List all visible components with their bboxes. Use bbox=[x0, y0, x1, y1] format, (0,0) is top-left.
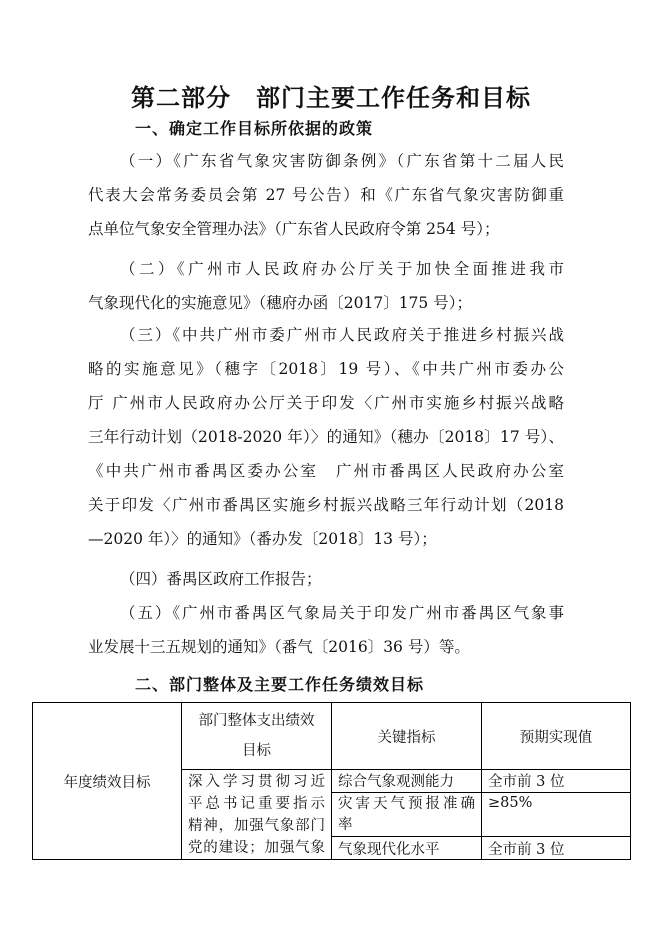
value-cell: 全市前 3 位 bbox=[482, 837, 631, 860]
text-line: 《中共广州市番禺区委办公室 广州市番禺区人民政府办公室 bbox=[88, 462, 564, 480]
text-line: 代表大会常务委员会第 27 号公告）和《广东省气象灾害防御重 bbox=[88, 186, 564, 204]
text-line: （二）《广州市人民政府办公厅关于加快全面推进我市 bbox=[120, 260, 564, 278]
policy-item-3 bbox=[88, 318, 564, 556]
value-cell: ≥85% bbox=[482, 792, 631, 836]
header-value-cell: 预期实现值 bbox=[482, 703, 631, 770]
text-line: 业发展十三五规划的通知》（番气〔2016〕36 号）等。 bbox=[88, 638, 470, 656]
header-goal-cell bbox=[182, 703, 332, 770]
indicator-line: 灾害天气预报准确 bbox=[338, 796, 475, 813]
indicator-cell: 气象现代化水平 bbox=[332, 837, 482, 860]
text-line: 关于印发〈广州市番禺区实施乡村振兴战略三年行动计划（2018 bbox=[88, 496, 564, 514]
text-line: 点单位气象安全管理办法》（广东省人民政府令第 254 号）； bbox=[88, 220, 500, 238]
indicator-cell: 综合气象观测能力 bbox=[332, 770, 482, 793]
table-header-row bbox=[33, 703, 631, 770]
goal-line: 深入学习贯彻习近 bbox=[188, 774, 325, 790]
goal-line: 党的建设；加强气象 bbox=[188, 840, 325, 856]
performance-table bbox=[32, 702, 631, 860]
section-heading-1: 一、确定工作目标所依据的政策 bbox=[135, 119, 374, 138]
text-line: —2020 年）〉的通知》（番办发〔2018〕13 号）； bbox=[88, 530, 437, 548]
policy-item-2 bbox=[88, 252, 564, 320]
text-line: 略的实施意见》（穗字〔2018〕19 号）、《中共广州市委办公 bbox=[88, 360, 564, 378]
indicator-cell bbox=[332, 792, 482, 836]
policy-item-1 bbox=[88, 144, 564, 246]
policy-item-4 bbox=[88, 562, 564, 596]
header-indicator-cell: 关键指标 bbox=[332, 703, 482, 770]
goal-line: 精神，加强气象部门 bbox=[188, 818, 325, 834]
page-title: 第二部分 部门主要工作任务和目标 bbox=[131, 84, 531, 112]
text-line: （四）番禺区政府工作报告； bbox=[120, 570, 322, 588]
text-line: （五）《广州市番禺区气象局关于印发广州市番禺区气象事 bbox=[120, 604, 564, 622]
section-heading-2: 二、部门整体及主要工作任务绩效目标 bbox=[135, 675, 425, 694]
value-cell: 全市前 3 位 bbox=[482, 770, 631, 793]
goal-text-cell bbox=[182, 770, 332, 860]
row-label-cell: 年度绩效目标 bbox=[33, 703, 182, 860]
indicator-line: 率 bbox=[338, 817, 353, 834]
header-text: 目标 bbox=[242, 743, 271, 759]
text-line: 厅 广州市人民政府办公厅关于印发〈广州市实施乡村振兴战略 bbox=[88, 394, 564, 412]
text-line: （一）《广东省气象灾害防御条例》（广东省第十二届人民 bbox=[120, 152, 564, 170]
goal-line: 平总书记重要指示 bbox=[188, 796, 325, 812]
text-line: 三年行动计划（2018-2020 年）〉的通知》（穗办〔2018〕17 号）、 bbox=[88, 428, 564, 446]
header-text: 部门整体支出绩效 bbox=[198, 713, 315, 729]
text-line: （三）《中共广州市委广州市人民政府关于推进乡村振兴战 bbox=[120, 326, 564, 344]
text-line: 气象现代化的实施意见》（穗府办函〔2017〕175 号）； bbox=[88, 294, 472, 312]
policy-item-5 bbox=[88, 596, 564, 664]
